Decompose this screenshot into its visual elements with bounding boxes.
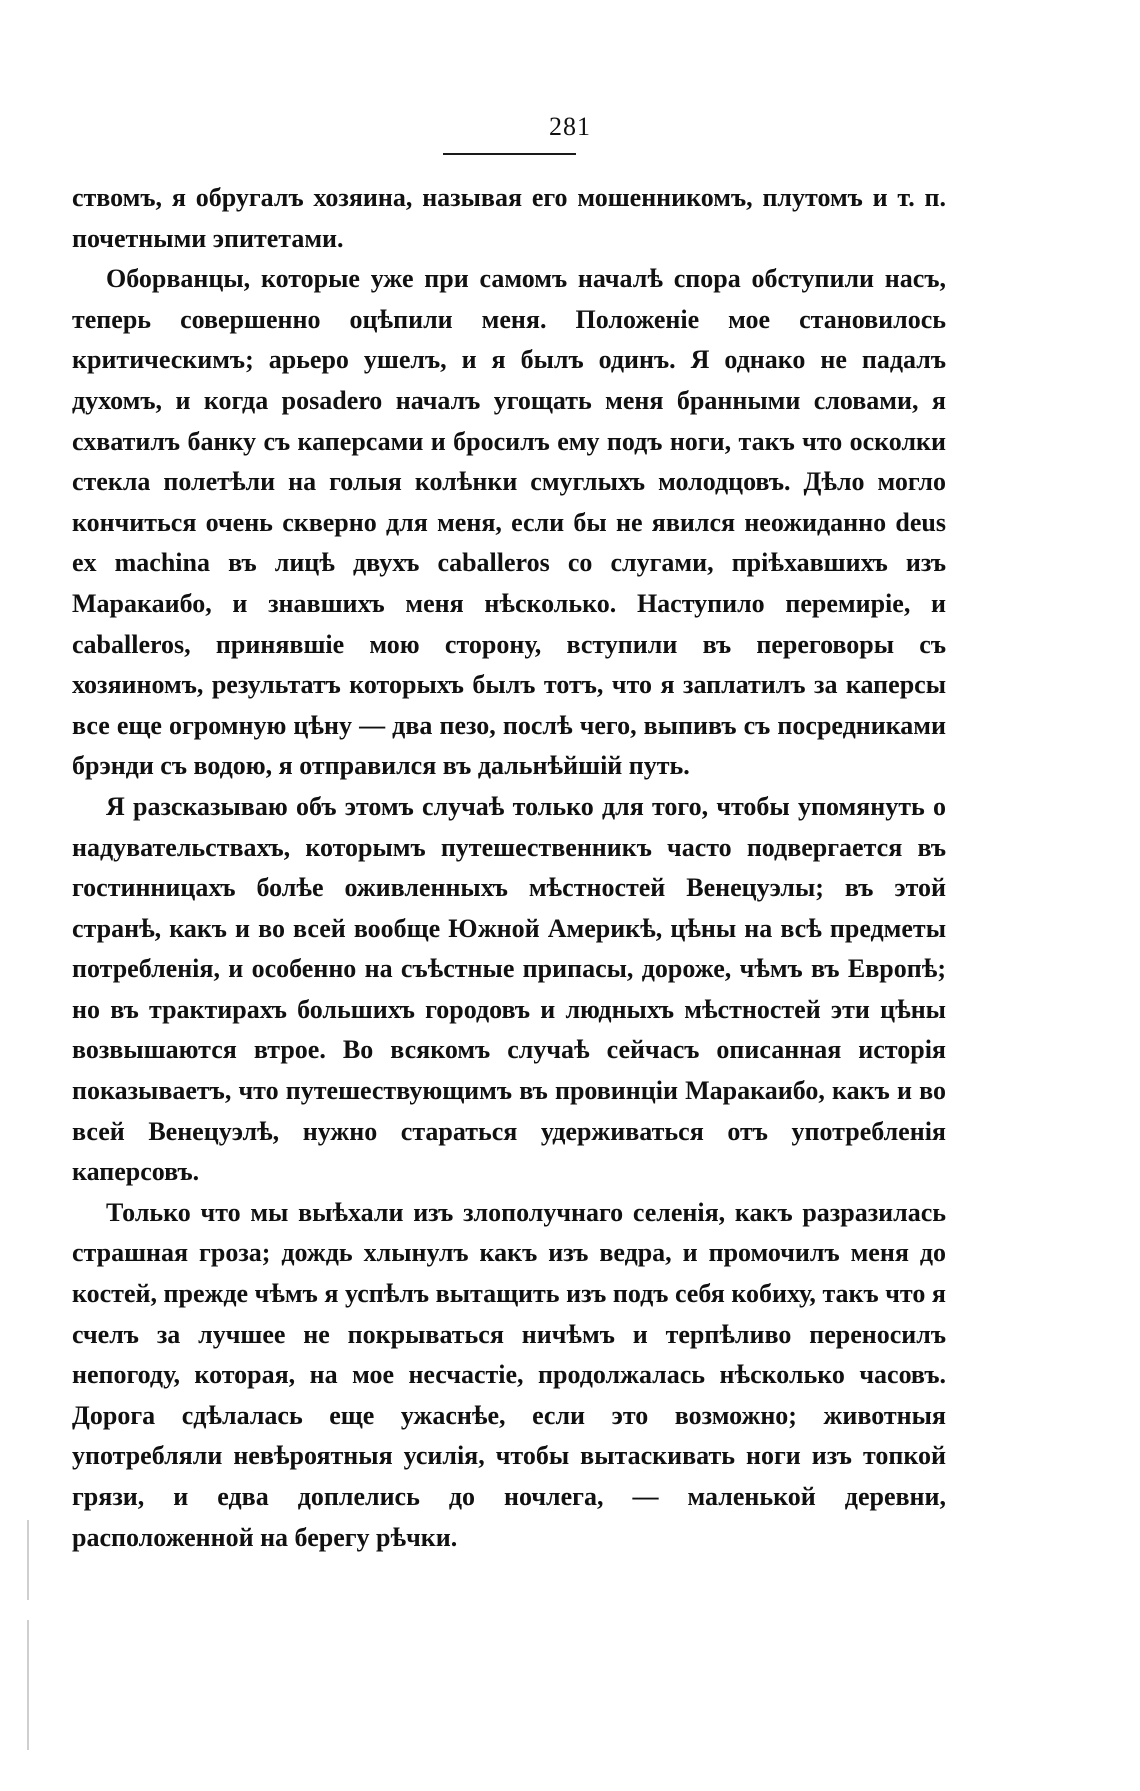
- page-body: [72, 178, 946, 1558]
- paragraph-inn-prices: Я разсказываю объ этомъ случаѣ только для того, чтобы упомянуть о надувательствахъ, которымъ путешественникъ часто подвергается въ гостинницахъ болѣе оживленныхъ мѣстностей Венецуэлы; въ этой странѣ, какъ и во всей вообще Южной Америкѣ, цѣны на всѣ предметы потребленія, и особенно на съѣстные припасы, дороже, чѣмъ въ Европѣ; но въ трактирахъ большихъ городовъ и людныхъ мѣстностей эти цѣны возвышаются втрое. Во всякомъ случаѣ сейчасъ описанная исторія показываетъ, что путешествующимъ въ провинціи Маракаибо, какъ и во всей Венецуэлѣ, нужно стараться удерживаться отъ употребленія каперсовъ.: [72, 791, 946, 1187]
- page-number: 281: [549, 112, 591, 141]
- page-edge-mark-top: [27, 1520, 29, 1600]
- paragraph-storm: Только что мы выѣхали изъ злополучнаго селенія, какъ разразилась страшная гроза; дождь хлынулъ какъ изъ ведра, и промочилъ меня до костей, прежде чѣмъ я успѣлъ вытащить изъ подъ себя кобиху, такъ что я счелъ за лучшее не покрываться ничѣмъ и терпѣливо переносилъ непогоду, которая, на мое несчастіе, продолжалась нѣсколько часовъ. Дорога сдѣлалась еще ужаснѣе, если это возможно; животныя употребляли невѣроятныя усилія, чтобы вытаскивать ноги изъ топкой грязи, и едва доплелись до ночлега, — маленькой деревни, расположенной на берегу рѣчки.: [72, 1197, 946, 1552]
- page-edge-mark-bottom: [27, 1620, 29, 1750]
- paragraph-continuation: ствомъ, я обругалъ хозяина, называя его мошенникомъ, плутомъ и т. п. почетными эпитетами.: [72, 183, 946, 253]
- page-number-rule: [443, 153, 576, 155]
- paragraph-ragged-crowd: Оборванцы, которые уже при самомъ началѣ спора обступили насъ, теперь совершенно оцѣпили меня. Положеніе мое становилось критическимъ; арьеро ушелъ, и я былъ одинъ. Я однако не падалъ духомъ, и когда posadero началъ угощать меня бранными словами, я схватилъ банку съ каперсами и бросилъ ему подъ ноги, такъ что осколки стекла полетѣли на голыя колѣнки смуглыхъ молодцовъ. Дѣло могло кончиться очень скверно для меня, если бы не явился неожиданно deus ex machina въ лицѣ двухъ caballeros со слугами, пріѣхавшихъ изъ Маракаибо, и знавшихъ меня нѣсколько. Наступило перемиріе, и caballeros, принявшіе мою сторону, вступили въ переговоры съ хозяиномъ, результатъ которыхъ былъ тотъ, что я заплатилъ за каперсы все еще огромную цѣну — два пезо, послѣ чего, выпивъ съ посредниками брэнди съ водою, я отправился въ дальнѣйшій путь.: [72, 264, 946, 781]
